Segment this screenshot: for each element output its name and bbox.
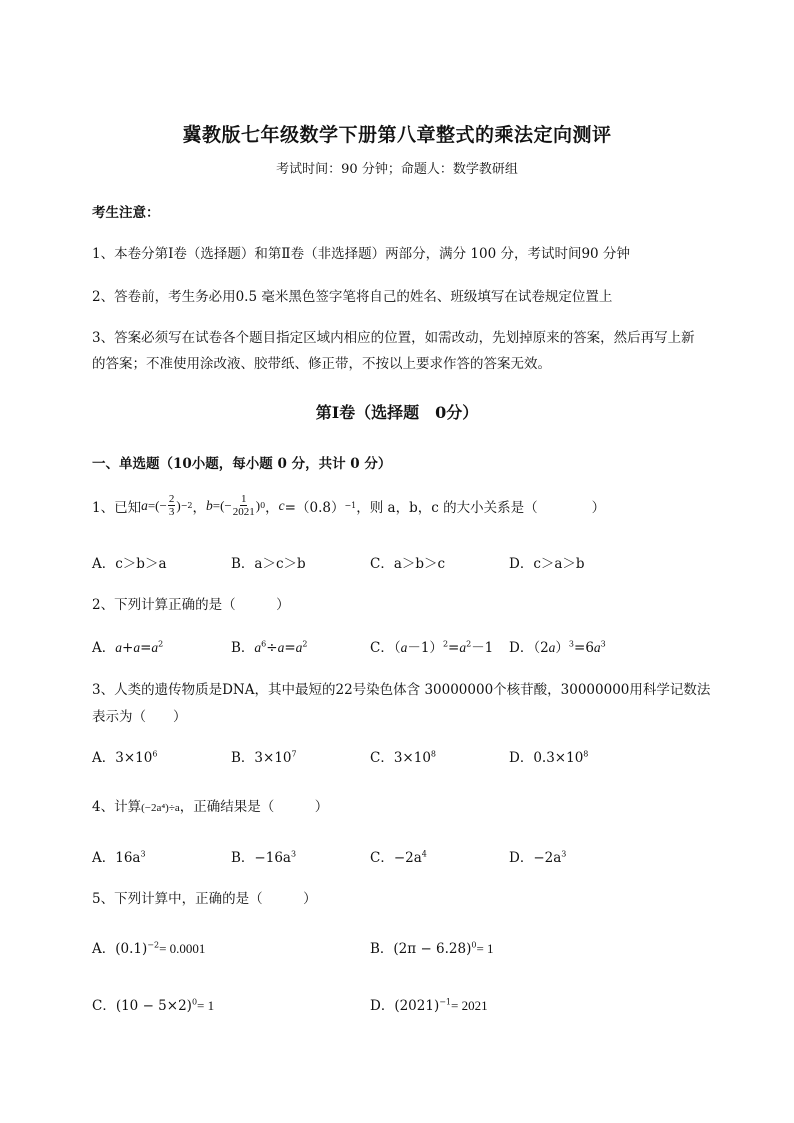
q1-b-close: ) bbox=[255, 497, 261, 513]
q1-option-a[interactable]: A．c＞b＞a bbox=[92, 556, 167, 572]
q3-option-c-text: C．3×10 bbox=[370, 750, 431, 766]
q1-prefix: 1、已知 bbox=[92, 499, 142, 516]
q1-a-var: a bbox=[141, 497, 148, 513]
question-3-stem-line-2: 表示为（ ） bbox=[92, 709, 187, 725]
q4-option-a[interactable] bbox=[92, 846, 146, 866]
q2-b-power-2: 2 bbox=[302, 639, 308, 649]
q3-b-power: 7 bbox=[291, 749, 297, 759]
notice-item-3-cont: 的答案；不准使用涂改液、胶带纸、修正带，不按以上要求作答的答案无效。 bbox=[92, 356, 551, 372]
q1-b-numerator: 1 bbox=[240, 493, 247, 505]
part-heading: 一、单选题（10小题，每小题 0 分，共计 0 分） bbox=[92, 456, 392, 472]
q1-b-fraction bbox=[233, 493, 255, 518]
question-2-stem: 2、下列计算正确的是（ ） bbox=[92, 597, 290, 613]
q3-a-power: 6 bbox=[152, 749, 158, 759]
q2-c-power-1: 2 bbox=[442, 639, 449, 649]
q5-option-a[interactable] bbox=[92, 937, 205, 957]
page-title: 冀教版七年级数学下册第八章整式的乘法定向测评 bbox=[182, 124, 612, 146]
notice-heading: 考生注意： bbox=[92, 205, 160, 221]
q5-a-base: A．(0.1) bbox=[92, 941, 148, 957]
question-1-stem: 1、已知 a =(− $\frac{2}{3}$ ) −2 ， b =(− $\frac{1}{2021}$ ) 0 ， c =（0.8） −1 ，则 a，b，c 的大小关系是（ ） bbox=[92, 493, 606, 518]
q5-b-rhs: = 1 bbox=[476, 941, 494, 956]
q4-option-d-text: D．−2a bbox=[509, 850, 562, 866]
q5-d-base: D．(2021) bbox=[370, 998, 440, 1014]
q5-a-power: −2 bbox=[147, 940, 160, 950]
q1-c-sep: ， bbox=[265, 499, 279, 516]
exam-subtitle: 考试时间：90 分钟；命题人：数学教研组 bbox=[276, 162, 518, 177]
q1-a-eq: =(− bbox=[147, 497, 167, 513]
q3-option-a-text: A．3×10 bbox=[92, 750, 153, 766]
q5-option-d[interactable] bbox=[370, 994, 488, 1014]
q3-option-c[interactable] bbox=[370, 746, 436, 766]
q2-a-power: 2 bbox=[158, 639, 164, 649]
q5-b-power: 0 bbox=[471, 940, 477, 950]
q4-option-a-text: A．16a bbox=[92, 850, 141, 866]
q4-option-c[interactable] bbox=[370, 846, 427, 866]
q4-expression: (−2a⁴)÷a bbox=[141, 802, 180, 814]
q4-option-b[interactable] bbox=[231, 846, 296, 866]
q4-b-power: 3 bbox=[290, 849, 297, 859]
q5-c-base: C．(10 − 5×2) bbox=[92, 998, 192, 1014]
q1-b-sep: ， bbox=[192, 499, 206, 516]
q4-a-power: 3 bbox=[140, 849, 146, 859]
q4-tail: ，正确结果是（ ） bbox=[179, 799, 329, 815]
q3-option-b-text: B．3×10 bbox=[231, 750, 292, 766]
q1-b-var: b bbox=[205, 497, 213, 513]
notice-item-2: 2、答卷前，考生务必用0.5 毫米黑色签字笔将自己的姓名、班级填写在试卷规定位置上 bbox=[92, 289, 613, 305]
q1-a-numerator: 2 bbox=[168, 493, 175, 505]
q5-b-base: B．(2π − 6.28) bbox=[370, 941, 472, 957]
q5-d-power: −1 bbox=[439, 997, 452, 1007]
q4-c-power: 4 bbox=[421, 849, 427, 859]
q2-d-power-2: 3 bbox=[600, 639, 606, 649]
q5-c-power: 0 bbox=[191, 997, 198, 1007]
q2-option-b[interactable]: B．$a^6\div a=a^2$ bbox=[231, 639, 308, 656]
q1-a-denominator: 3 bbox=[168, 506, 175, 518]
question-5-stem: 5、下列计算中，正确的是（ ） bbox=[92, 891, 317, 907]
q2-d-power-1: 3 bbox=[568, 639, 575, 649]
question-3-stem-line-1: 3、人类的遗传物质是DNA，其中最短的22号染色体含 30000000个核苷酸，30000000用科学记数法 bbox=[92, 682, 711, 698]
q1-c-rest: =（0.8） bbox=[284, 499, 345, 516]
q3-option-d-text: D．0.3×10 bbox=[509, 750, 584, 766]
q1-c-var: c bbox=[278, 497, 285, 513]
q2-c-power-2: 2 bbox=[466, 639, 472, 649]
q1-option-c[interactable]: C．a＞b＞c bbox=[370, 556, 446, 572]
q1-b-eq: =(− bbox=[212, 497, 232, 513]
q1-a-fraction bbox=[168, 493, 176, 518]
question-4-stem bbox=[92, 795, 328, 815]
q2-option-c[interactable]: C．$(a-1)^2=a^2-1$ bbox=[370, 639, 494, 656]
q4-prefix: 4、计算 bbox=[92, 799, 142, 815]
q1-tail: ，则 a，b，c 的大小关系是（ ） bbox=[356, 499, 606, 516]
q1-option-b[interactable]: B．a＞c＞b bbox=[231, 556, 306, 572]
q5-a-rhs: = 0.0001 bbox=[159, 941, 206, 956]
q4-option-c-text: C．−2a bbox=[370, 850, 422, 866]
q2-option-d[interactable]: D．$(2a)^3=6a^3$ bbox=[509, 639, 606, 656]
q2-b-power-1: 6 bbox=[261, 639, 267, 649]
q1-a-close: ) bbox=[176, 497, 181, 513]
q5-d-rhs: = 2021 bbox=[451, 998, 488, 1013]
q3-c-power: 8 bbox=[430, 749, 437, 759]
q5-c-rhs: = 1 bbox=[197, 998, 215, 1013]
notice-item-3: 3、答案必须写在试卷各个题目指定区域内相应的位置，如需改动，先划掉原来的答案，然后再写上新 bbox=[92, 330, 695, 346]
q4-option-d[interactable] bbox=[509, 846, 566, 866]
q1-option-d[interactable]: D．c＞a＞b bbox=[509, 556, 585, 572]
q3-option-d[interactable] bbox=[509, 746, 588, 766]
notice-item-1: 1、本卷分第Ⅰ卷（选择题）和第Ⅱ卷（非选择题）两部分，满分 100 分，考试时间90 分钟 bbox=[92, 246, 630, 262]
q3-option-b[interactable] bbox=[231, 746, 297, 766]
q4-option-b-text: B．−16a bbox=[231, 850, 291, 866]
q3-option-a[interactable] bbox=[92, 746, 157, 766]
q3-d-power: 8 bbox=[583, 749, 589, 759]
q5-option-c[interactable] bbox=[92, 994, 214, 1014]
q1-b-denominator: 2021 bbox=[232, 506, 255, 518]
q2-option-a[interactable]: A．$a+a=a^2$ bbox=[92, 639, 164, 656]
q5-option-b[interactable] bbox=[370, 937, 494, 957]
section-title: 第Ⅰ卷（选择题 0分） bbox=[315, 403, 479, 422]
q4-d-power: 3 bbox=[561, 849, 567, 859]
